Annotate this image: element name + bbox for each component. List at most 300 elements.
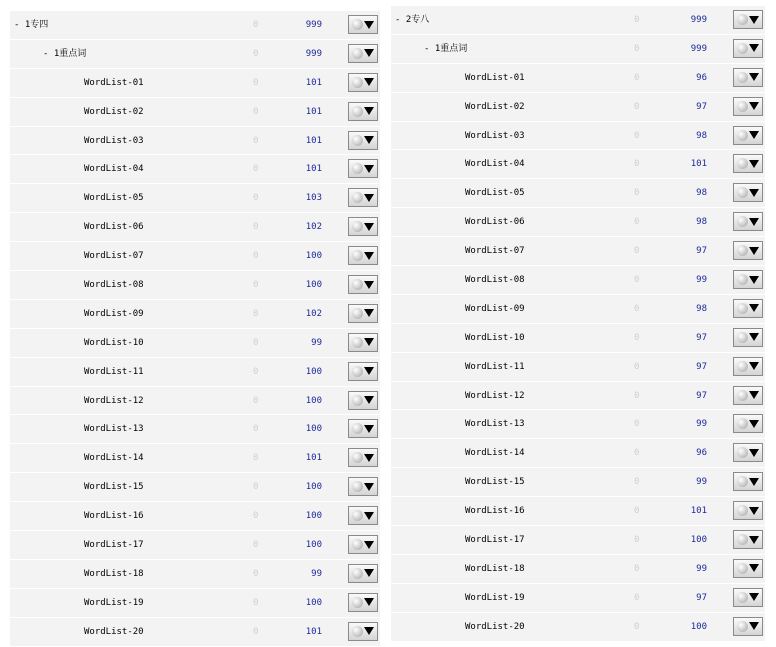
row-label: WordList-11 <box>465 361 525 372</box>
row-label: WordList-04 <box>465 159 525 170</box>
zero-count: 0 <box>253 77 259 88</box>
row-menu-button[interactable] <box>348 15 378 34</box>
wordlist-row[interactable] <box>391 295 765 324</box>
dropdown-arrow-icon <box>749 276 759 284</box>
dropdown-arrow-icon <box>749 362 759 370</box>
zero-count: 0 <box>634 15 640 25</box>
wordlist-row[interactable] <box>391 150 765 179</box>
dropdown-arrow-icon <box>364 483 374 491</box>
row-label: WordList-11 <box>84 366 144 377</box>
word-count: 999 <box>690 15 707 25</box>
wordlist-row[interactable] <box>391 237 765 266</box>
row-label: WordList-08 <box>84 280 144 291</box>
dropdown-arrow-icon <box>364 136 374 144</box>
row-menu-button[interactable] <box>733 212 763 231</box>
zero-count: 0 <box>253 453 259 464</box>
circle-icon <box>737 216 748 227</box>
word-count: 100 <box>305 482 322 493</box>
row-menu-button[interactable] <box>733 97 763 116</box>
row-menu-button[interactable] <box>733 414 763 433</box>
zero-count: 0 <box>253 540 259 551</box>
circle-icon <box>737 158 748 169</box>
word-count: 102 <box>305 308 322 319</box>
circle-icon <box>737 101 748 112</box>
zero-count: 0 <box>634 101 640 112</box>
row-label: WordList-07 <box>465 246 525 257</box>
row-label: WordList-16 <box>465 506 525 517</box>
wordlist-row[interactable] <box>10 560 380 589</box>
row-menu-button[interactable] <box>348 217 378 236</box>
zero-count: 0 <box>253 135 259 146</box>
dropdown-arrow-icon <box>749 333 759 341</box>
zero-count: 0 <box>634 563 640 574</box>
row-label: - 1重点词 <box>424 43 468 54</box>
circle-icon <box>737 187 748 198</box>
zero-count: 0 <box>634 621 640 632</box>
row-menu-button[interactable] <box>348 535 378 554</box>
wordlist-row[interactable] <box>10 358 380 387</box>
word-count: 100 <box>305 540 322 551</box>
wordlist-row[interactable] <box>391 382 765 411</box>
dropdown-arrow-icon <box>364 252 374 260</box>
row-label: WordList-19 <box>84 597 144 608</box>
zero-count: 0 <box>253 222 259 233</box>
row-menu-button[interactable] <box>348 333 378 352</box>
zero-count: 0 <box>253 106 259 117</box>
zero-count: 0 <box>634 477 640 488</box>
wordlist-row[interactable] <box>391 353 765 382</box>
row-menu-button[interactable] <box>348 477 378 496</box>
circle-icon <box>737 621 748 632</box>
wordlist-row[interactable] <box>391 439 765 468</box>
row-label: WordList-08 <box>465 275 525 286</box>
wordlist-row[interactable] <box>391 266 765 295</box>
zero-count: 0 <box>253 48 259 59</box>
dropdown-arrow-icon <box>364 338 374 346</box>
word-count: 100 <box>305 280 322 291</box>
row-label: WordList-20 <box>465 621 525 632</box>
word-count: 99 <box>696 477 707 488</box>
row-menu-button[interactable] <box>733 126 763 145</box>
zero-count: 0 <box>634 390 640 401</box>
category-row[interactable] <box>10 11 380 40</box>
dropdown-arrow-icon <box>749 189 759 197</box>
dropdown-arrow-icon <box>749 536 759 544</box>
row-menu-button[interactable] <box>348 362 378 381</box>
dropdown-arrow-icon <box>749 391 759 399</box>
dropdown-arrow-icon <box>749 73 759 81</box>
wordlist-row[interactable] <box>10 127 380 156</box>
circle-icon <box>737 563 748 574</box>
row-menu-button[interactable] <box>348 391 378 410</box>
wordlist-row[interactable] <box>391 584 765 613</box>
row-menu-button[interactable] <box>348 448 378 467</box>
dropdown-arrow-icon <box>749 218 759 226</box>
zero-count: 0 <box>253 308 259 319</box>
row-menu-button[interactable] <box>348 419 378 438</box>
row-menu-button[interactable] <box>348 44 378 63</box>
row-label: WordList-01 <box>465 72 525 83</box>
dropdown-arrow-icon <box>364 512 374 520</box>
zero-count: 0 <box>634 72 640 83</box>
row-label: WordList-18 <box>84 568 144 579</box>
circle-icon <box>737 43 748 54</box>
wordlist-row[interactable] <box>10 155 380 184</box>
circle-icon <box>352 481 363 492</box>
wordlist-row[interactable] <box>391 613 765 642</box>
row-label: WordList-17 <box>465 535 525 546</box>
circle-icon <box>352 337 363 348</box>
word-count: 101 <box>305 77 322 88</box>
row-menu-button[interactable] <box>733 443 763 462</box>
word-count: 100 <box>305 251 322 262</box>
row-menu-button[interactable] <box>733 472 763 491</box>
row-menu-button[interactable] <box>348 73 378 92</box>
row-label: WordList-06 <box>84 222 144 233</box>
dropdown-arrow-icon <box>364 107 374 115</box>
word-count: 100 <box>690 621 707 632</box>
dropdown-arrow-icon <box>749 247 759 255</box>
circle-icon <box>737 592 748 603</box>
word-count: 100 <box>690 535 707 546</box>
zero-count: 0 <box>634 592 640 603</box>
zero-count: 0 <box>253 424 259 435</box>
circle-icon <box>352 568 363 579</box>
circle-icon <box>737 476 748 487</box>
circle-icon <box>352 279 363 290</box>
word-count: 100 <box>305 424 322 435</box>
zero-count: 0 <box>634 217 640 228</box>
row-menu-button[interactable] <box>733 299 763 318</box>
circle-icon <box>737 303 748 314</box>
word-count: 99 <box>311 568 322 579</box>
zero-count: 0 <box>634 361 640 372</box>
zero-count: 0 <box>634 448 640 459</box>
word-count: 102 <box>305 222 322 233</box>
row-menu-button[interactable] <box>733 617 763 636</box>
word-count: 100 <box>305 395 322 406</box>
circle-icon <box>352 308 363 319</box>
circle-icon <box>737 72 748 83</box>
row-label: WordList-04 <box>84 164 144 175</box>
circle-icon <box>352 626 363 637</box>
row-label: WordList-13 <box>465 419 525 430</box>
wordlist-row[interactable] <box>10 502 380 531</box>
zero-count: 0 <box>253 20 259 30</box>
wordlist-row[interactable] <box>10 98 380 127</box>
row-menu-button[interactable] <box>733 386 763 405</box>
wordlist-row[interactable] <box>391 64 765 93</box>
word-count: 97 <box>696 332 707 343</box>
dropdown-arrow-icon <box>749 420 759 428</box>
row-menu-button[interactable] <box>733 588 763 607</box>
word-count: 999 <box>305 20 322 30</box>
row-menu-button[interactable] <box>348 188 378 207</box>
row-label: - 1专四 <box>14 20 49 30</box>
row-label: WordList-13 <box>84 424 144 435</box>
circle-icon <box>352 135 363 146</box>
wordlist-row[interactable] <box>391 179 765 208</box>
row-label: WordList-03 <box>84 135 144 146</box>
circle-icon <box>737 534 748 545</box>
circle-icon <box>737 447 748 458</box>
word-count: 99 <box>696 419 707 430</box>
zero-count: 0 <box>253 280 259 291</box>
word-count: 99 <box>696 275 707 286</box>
row-label: - 1重点词 <box>43 48 87 59</box>
dropdown-arrow-icon <box>749 622 759 630</box>
row-label: WordList-18 <box>465 563 525 574</box>
dropdown-arrow-icon <box>749 564 759 572</box>
row-label: WordList-15 <box>465 477 525 488</box>
dropdown-arrow-icon <box>749 507 759 515</box>
word-count: 101 <box>690 159 707 170</box>
row-label: WordList-01 <box>84 77 144 88</box>
zero-count: 0 <box>253 511 259 522</box>
row-label: WordList-14 <box>84 453 144 464</box>
subcategory-row[interactable] <box>391 35 765 64</box>
word-count: 99 <box>311 337 322 348</box>
row-menu-button[interactable] <box>348 246 378 265</box>
wordlist-row[interactable] <box>391 324 765 353</box>
wordlist-row[interactable] <box>391 555 765 584</box>
row-label: - 2专八 <box>395 15 430 25</box>
row-label: WordList-16 <box>84 511 144 522</box>
row-menu-button[interactable] <box>733 270 763 289</box>
zero-count: 0 <box>253 626 259 637</box>
row-menu-button[interactable] <box>348 506 378 525</box>
word-count: 97 <box>696 246 707 257</box>
row-label: WordList-03 <box>465 130 525 141</box>
row-menu-button[interactable] <box>733 357 763 376</box>
dropdown-arrow-icon <box>364 598 374 606</box>
row-label: WordList-05 <box>465 188 525 199</box>
circle-icon <box>737 390 748 401</box>
wordlist-row[interactable] <box>10 589 380 618</box>
word-count: 999 <box>305 48 322 59</box>
row-label: WordList-19 <box>465 592 525 603</box>
row-label: WordList-09 <box>465 303 525 314</box>
word-count: 98 <box>696 217 707 228</box>
row-label: WordList-12 <box>84 395 144 406</box>
wordlist-row[interactable] <box>10 69 380 98</box>
dropdown-arrow-icon <box>364 396 374 404</box>
zero-count: 0 <box>634 130 640 141</box>
zero-count: 0 <box>634 303 640 314</box>
dropdown-arrow-icon <box>749 449 759 457</box>
circle-icon <box>737 505 748 516</box>
row-label: WordList-20 <box>84 626 144 637</box>
word-count: 98 <box>696 303 707 314</box>
wordlist-row[interactable] <box>10 618 380 647</box>
circle-icon <box>352 597 363 608</box>
dropdown-arrow-icon <box>364 454 374 462</box>
wordlist-row[interactable] <box>10 531 380 560</box>
row-menu-button[interactable] <box>348 131 378 150</box>
row-menu-button[interactable] <box>733 183 763 202</box>
zero-count: 0 <box>253 366 259 377</box>
dropdown-arrow-icon <box>749 131 759 139</box>
circle-icon <box>352 366 363 377</box>
word-count: 101 <box>305 453 322 464</box>
row-label: WordList-14 <box>465 448 525 459</box>
dropdown-arrow-icon <box>364 541 374 549</box>
word-count: 101 <box>305 626 322 637</box>
wordlist-row[interactable] <box>391 410 765 439</box>
dropdown-arrow-icon <box>749 478 759 486</box>
circle-icon <box>352 395 363 406</box>
row-label: WordList-06 <box>465 217 525 228</box>
zero-count: 0 <box>634 419 640 430</box>
zero-count: 0 <box>253 337 259 348</box>
row-menu-button[interactable] <box>733 559 763 578</box>
circle-icon <box>352 77 363 88</box>
wordlist-row[interactable] <box>10 444 380 473</box>
zero-count: 0 <box>253 251 259 262</box>
dropdown-arrow-icon <box>364 21 374 29</box>
dropdown-arrow-icon <box>364 223 374 231</box>
zero-count: 0 <box>634 246 640 257</box>
word-count: 100 <box>305 597 322 608</box>
zero-count: 0 <box>634 332 640 343</box>
dropdown-arrow-icon <box>749 102 759 110</box>
zero-count: 0 <box>253 482 259 493</box>
word-count: 101 <box>305 164 322 175</box>
row-menu-button[interactable] <box>733 39 763 58</box>
circle-icon <box>352 221 363 232</box>
word-count: 999 <box>690 43 707 54</box>
dropdown-arrow-icon <box>749 16 759 24</box>
dropdown-arrow-icon <box>364 367 374 375</box>
wordlist-row[interactable] <box>10 213 380 242</box>
word-count: 97 <box>696 361 707 372</box>
dropdown-arrow-icon <box>749 44 759 52</box>
dropdown-arrow-icon <box>364 78 374 86</box>
wordlist-row[interactable] <box>10 473 380 502</box>
dropdown-arrow-icon <box>749 593 759 601</box>
row-label: WordList-09 <box>84 308 144 319</box>
dropdown-arrow-icon <box>364 49 374 57</box>
word-count: 103 <box>305 193 322 204</box>
row-label: WordList-10 <box>84 337 144 348</box>
dropdown-arrow-icon <box>749 160 759 168</box>
row-menu-button[interactable] <box>348 593 378 612</box>
wordlist-row[interactable] <box>10 271 380 300</box>
row-label: WordList-07 <box>84 251 144 262</box>
circle-icon <box>352 510 363 521</box>
dropdown-arrow-icon <box>364 569 374 577</box>
word-count: 97 <box>696 592 707 603</box>
row-menu-button[interactable] <box>348 304 378 323</box>
row-menu-button[interactable] <box>733 530 763 549</box>
dropdown-arrow-icon <box>364 194 374 202</box>
row-label: WordList-15 <box>84 482 144 493</box>
circle-icon <box>352 539 363 550</box>
row-menu-button[interactable] <box>348 564 378 583</box>
circle-icon <box>737 361 748 372</box>
word-count: 99 <box>696 563 707 574</box>
row-menu-button[interactable] <box>348 622 378 641</box>
row-menu-button[interactable] <box>733 154 763 173</box>
zero-count: 0 <box>253 395 259 406</box>
wordlist-row[interactable] <box>391 526 765 555</box>
circle-icon <box>352 423 363 434</box>
circle-icon <box>737 130 748 141</box>
circle-icon <box>737 418 748 429</box>
row-menu-button[interactable] <box>348 159 378 178</box>
row-menu-button[interactable] <box>733 68 763 87</box>
row-label: WordList-05 <box>84 193 144 204</box>
zero-count: 0 <box>253 193 259 204</box>
row-menu-button[interactable] <box>733 328 763 347</box>
wordlist-row[interactable] <box>10 300 380 329</box>
word-count: 101 <box>690 506 707 517</box>
dropdown-arrow-icon <box>364 627 374 635</box>
row-label: WordList-12 <box>465 390 525 401</box>
dropdown-arrow-icon <box>364 309 374 317</box>
zero-count: 0 <box>634 43 640 54</box>
word-count: 100 <box>305 511 322 522</box>
wordlist-row[interactable] <box>10 329 380 358</box>
wordlist-row[interactable] <box>10 415 380 444</box>
wordlist-row[interactable] <box>10 184 380 213</box>
row-menu-button[interactable] <box>733 241 763 260</box>
row-label: WordList-02 <box>465 101 525 112</box>
circle-icon <box>352 250 363 261</box>
zero-count: 0 <box>253 597 259 608</box>
wordlist-row[interactable] <box>391 208 765 237</box>
word-count: 101 <box>305 106 322 117</box>
word-count: 98 <box>696 130 707 141</box>
subcategory-row[interactable] <box>10 40 380 69</box>
zero-count: 0 <box>634 506 640 517</box>
wordlist-row[interactable] <box>391 497 765 526</box>
wordlist-row[interactable] <box>391 468 765 497</box>
row-menu-button[interactable] <box>733 10 763 29</box>
zero-count: 0 <box>634 275 640 286</box>
dropdown-arrow-icon <box>749 304 759 312</box>
zero-count: 0 <box>253 568 259 579</box>
circle-icon <box>737 274 748 285</box>
left-wordlist-panel <box>10 11 380 647</box>
word-count: 98 <box>696 188 707 199</box>
circle-icon <box>352 19 363 30</box>
category-row[interactable] <box>391 6 765 35</box>
zero-count: 0 <box>634 535 640 546</box>
wordlist-row[interactable] <box>391 93 765 122</box>
wordlist-row[interactable] <box>391 122 765 151</box>
circle-icon <box>737 245 748 256</box>
zero-count: 0 <box>253 164 259 175</box>
circle-icon <box>352 48 363 59</box>
row-menu-button[interactable] <box>733 501 763 520</box>
circle-icon <box>352 163 363 174</box>
wordlist-row[interactable] <box>10 242 380 271</box>
circle-icon <box>737 14 748 25</box>
row-label: WordList-02 <box>84 106 144 117</box>
wordlist-row[interactable] <box>10 387 380 416</box>
word-count: 100 <box>305 366 322 377</box>
right-wordlist-panel <box>391 6 765 642</box>
row-menu-button[interactable] <box>348 102 378 121</box>
row-menu-button[interactable] <box>348 275 378 294</box>
word-count: 96 <box>696 72 707 83</box>
zero-count: 0 <box>634 188 640 199</box>
circle-icon <box>737 332 748 343</box>
row-label: WordList-10 <box>465 332 525 343</box>
dropdown-arrow-icon <box>364 425 374 433</box>
word-count: 97 <box>696 390 707 401</box>
